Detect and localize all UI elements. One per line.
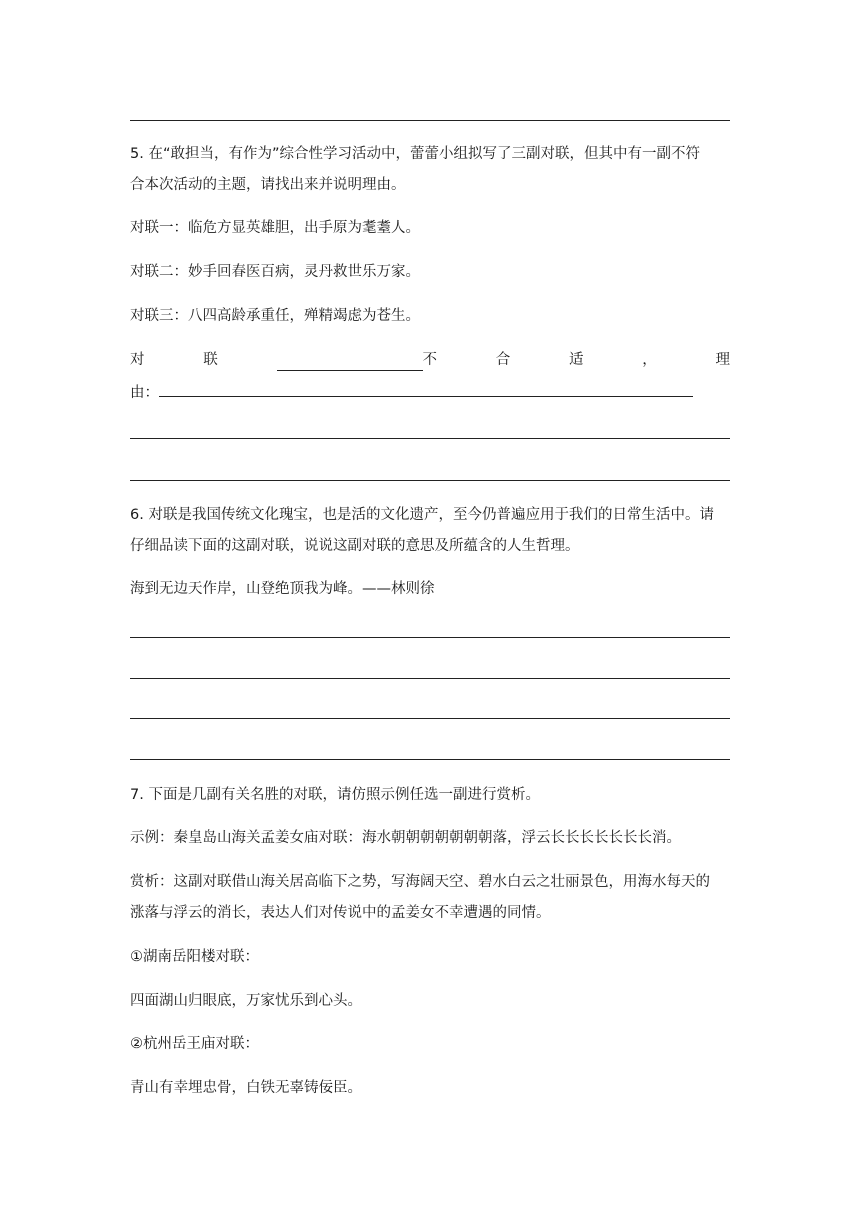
q5-couplet-3: 对联三：八四高龄承重任，殚精竭虑为苍生。 <box>130 308 420 324</box>
q5-answer-char: 合 <box>495 352 511 368</box>
q5-couplet-2: 对联二：妙手回春医百病，灵丹救世乐万家。 <box>130 264 420 280</box>
q7-item2-text: 青山有幸埋忠骨，白铁无辜铸佞臣。 <box>130 1080 362 1096</box>
q7-item2-title: ②杭州岳王庙对联： <box>130 1036 259 1052</box>
q5-answer-blank-group <box>277 349 438 371</box>
q7-item1-title: ①湖南岳阳楼对联： <box>130 949 259 965</box>
q5-text-line1: 5. 在“敢担当，有作为”综合性学习活动中，蕾蕾小组拟写了三副对联，但其中有一副不符 <box>130 146 700 162</box>
q7-analysis-line2: 涨落与浮云的消长，表达人们对传说中的孟姜女不幸遭遇的同情。 <box>130 905 551 921</box>
couplet-number-blank[interactable] <box>277 354 423 371</box>
answer-line <box>130 120 730 121</box>
q6-text-line2: 仔细品读下面的这副对联，说说这副对联的意思及所蕴含的人生哲理。 <box>130 538 580 554</box>
q5-answer-line <box>130 349 730 371</box>
answer-line[interactable] <box>130 480 730 481</box>
q5-reason-label: 由： <box>130 385 159 401</box>
q5-answer-char: 理 <box>715 352 730 368</box>
answer-line[interactable] <box>130 678 730 679</box>
q7-item1-text: 四面湖山归眼底，万家忧乐到心头。 <box>130 993 362 1009</box>
answer-line[interactable] <box>130 718 730 719</box>
q5-answer-char: 联 <box>203 352 218 368</box>
q5-couplet-1: 对联一：临危方显英雄胆，出手原为耄耋人。 <box>130 220 420 236</box>
q6-text-line1: 6. 对联是我国传统文化瑰宝，也是活的文化遗产，至今仍普遍应用于我们的日常生活中。请 <box>130 507 714 523</box>
answer-line[interactable] <box>130 438 730 439</box>
q7-text: 7. 下面是几副有关名胜的对联，请仿照示例任选一副进行赏析。 <box>130 787 540 803</box>
q5-answer-char: ， <box>642 352 657 368</box>
q5-text-line2: 合本次活动的主题，请找出来并说明理由。 <box>130 177 406 193</box>
answer-line[interactable] <box>130 759 730 760</box>
q6-couplet: 海到无边天作岸，山登绝顶我为峰。——林则徐 <box>130 581 435 597</box>
q5-answer-char: 不 <box>422 352 437 368</box>
q5-reason-line <box>130 380 730 404</box>
q5-answer-char: 适 <box>569 352 584 368</box>
q5-answer-char: 对 <box>130 352 145 368</box>
reason-blank[interactable] <box>159 380 693 397</box>
q7-analysis-line1: 赏析：这副对联借山海关居高临下之势，写海阔天空、碧水白云之壮丽景色，用海水每天的 <box>130 874 710 890</box>
q7-example: 示例：秦皇岛山海关孟姜女庙对联：海水朝朝朝朝朝朝朝落，浮云长长长长长长长消。 <box>130 830 681 846</box>
answer-line[interactable] <box>130 637 730 638</box>
